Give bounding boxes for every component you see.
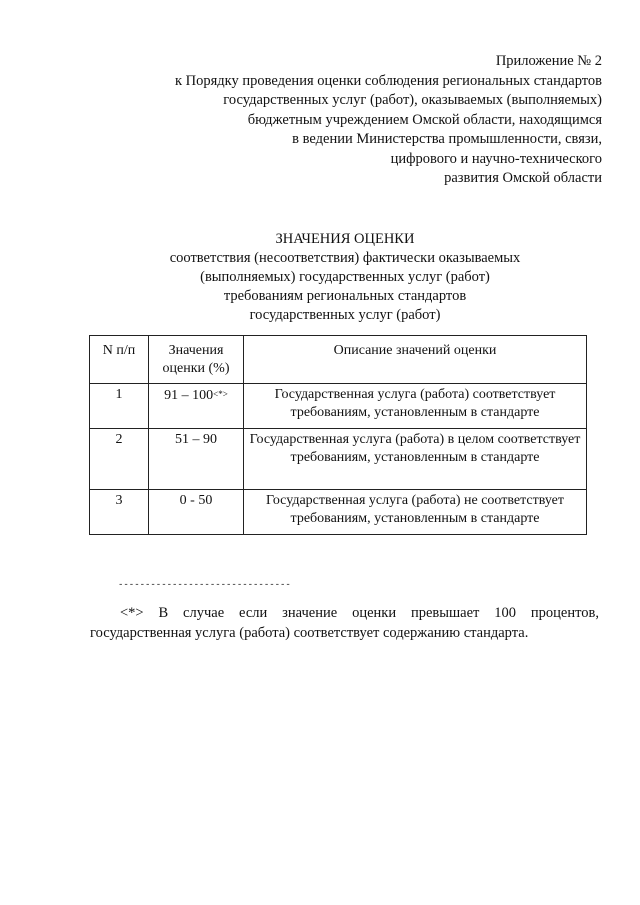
row-description: Государственная услуга (работа) в целом соответствует требованиям, установленным в стандарте — [244, 429, 587, 490]
header-value: Значения оценки (%) — [149, 336, 244, 384]
appendix-line: государственных услуг (работ), оказываемых (выполняемых) — [223, 92, 602, 108]
table-header-row — [90, 336, 587, 384]
appendix-line: бюджетным учреждением Омской области, находящимся — [247, 111, 602, 128]
heading-subtitle-line: соответствия (несоответствия) фактически оказываемых — [169, 250, 521, 266]
appendix-title: Приложение № 2 — [495, 53, 602, 69]
appendix-line: к Порядку проведения оценки соблюдения региональных стандартов — [174, 72, 602, 89]
appendix-header — [82, 52, 602, 189]
heading-subtitle-line: (выполняемых) государственных услуг (работ) — [200, 269, 490, 285]
row-description: Государственная услуга (работа) не соответствует требованиям, установленным в стандарте — [244, 490, 587, 535]
row-value: 51 – 90 — [149, 429, 244, 490]
table-row — [90, 490, 587, 535]
row-number: 2 — [90, 429, 149, 490]
heading-subtitle-line: требованиям региональных стандартов — [223, 288, 467, 304]
appendix-line: цифрового и научно-технического — [390, 150, 602, 167]
heading-title: ЗНАЧЕНИЯ ОЦЕНКИ — [275, 231, 415, 247]
footnote-mark: <*> — [213, 389, 228, 399]
document-heading — [0, 230, 640, 325]
row-number: 3 — [90, 490, 149, 535]
assessment-values-table — [89, 335, 587, 535]
footnote-text: <*> В случае если значение оценки превышает 100 процентов, государственная услуга (работа) соответствует содержанию стандарта. — [90, 605, 599, 641]
header-number: N п/п — [90, 336, 149, 384]
table-row — [90, 429, 587, 490]
header-description: Описание значений оценки — [244, 336, 587, 384]
row-value-text: 91 – 100 — [164, 388, 214, 403]
heading-subtitle-line: государственных услуг (работ) — [249, 307, 441, 323]
appendix-line: развития Омской области — [444, 170, 602, 186]
row-number: 1 — [90, 384, 149, 429]
row-description: Государственная услуга (работа) соответствует требованиям, установленным в стандарте — [244, 384, 587, 429]
appendix-line: в ведении Министерства промышленности, связи, — [292, 131, 602, 147]
table-row — [90, 384, 587, 429]
footnote-separator: -------------------------------- — [118, 580, 291, 590]
row-value: 0 - 50 — [149, 490, 244, 535]
row-value — [149, 384, 244, 429]
